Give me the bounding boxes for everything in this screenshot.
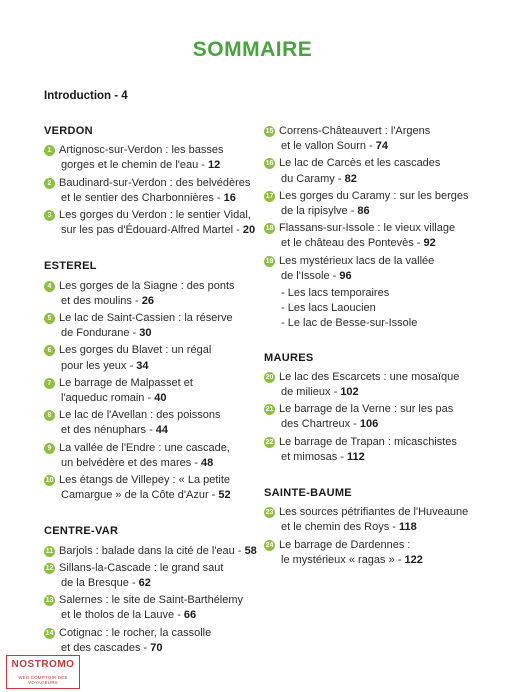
entry-title-line: Artignosc-sur-Verdon : les basses (59, 144, 224, 157)
entry-title-line: et des moulins (61, 294, 132, 307)
entry-page-number: 12 (208, 159, 221, 172)
toc-entry[interactable]: 10 Les étangs de Villepey : « La petite Camargue » de la Côte d'Azur - 52 (45, 474, 231, 502)
entry-page-number: 30 (139, 327, 152, 340)
entries-centre-var-left (44, 544, 259, 656)
entry-number-badge: 24 (265, 541, 274, 549)
entry-title-line: de la ripisylve (281, 205, 348, 218)
entry-title-line: Baudinard-sur-Verdon : des belvédères (59, 176, 251, 189)
entry-page-number: 52 (218, 489, 231, 502)
entry-title-line: Les gorges du Verdon : le sentier Vidal, (59, 209, 251, 222)
entry-title-line: Le lac de Saint-Cassien : la réserve (59, 312, 233, 325)
sub-item-list (264, 286, 489, 332)
entry-title-line: La vallée de l'Endre : une cascade, (59, 441, 230, 454)
entry-number-badge: 13 (45, 597, 54, 605)
toc-sub-item[interactable]: - Les lacs temporaires (281, 287, 390, 300)
entry-title-line: Le lac de Carcès et les cascades (279, 157, 441, 170)
entry-page-number: 16 (223, 191, 236, 204)
entry-title-line: Le lac des Escarcets : une mosaïque (279, 370, 460, 383)
entry-number-badge: 5 (44, 313, 55, 324)
section-heading-sainte-baume: SAINTE-BAUME (264, 487, 352, 500)
entry-title-line: sur les pas d'Édouard-Alfred Martel (61, 224, 234, 237)
entry-page-number: 20 (242, 224, 256, 237)
entry-number-badge: 23 (265, 509, 274, 517)
entry-page-number: 70 (150, 641, 163, 654)
entries-centre-var-right (264, 124, 489, 284)
entry-page-number: 122 (404, 553, 423, 566)
entry-title-line: du Caramy (281, 172, 335, 185)
entries-sainte-baume (264, 505, 489, 568)
entries-verdon (44, 143, 259, 238)
toc-entry[interactable]: 11 Barjols : balade dans la cité de l'eau - 58 (45, 544, 257, 557)
toc-entry[interactable]: 21 Le barrage de la Verne : sur les pas des Chartreux - 106 (265, 403, 454, 431)
right-column (264, 124, 489, 570)
entry-title-line: et le tholos de la Lauve (61, 609, 175, 622)
toc-entry[interactable]: 4 Les gorges de la Siagne : des ponts et des moulins - 26 (44, 279, 259, 309)
entry-number-badge: 11 (45, 547, 54, 555)
entry-number-badge: 3 (44, 210, 55, 221)
entry-number-badge: 21 (265, 406, 274, 414)
entry-page-number: 40 (154, 392, 167, 405)
nostromo-stamp-logo (6, 655, 80, 689)
entry-page-number: 118 (399, 521, 417, 534)
entry-title-line: pour les yeux (61, 359, 127, 372)
toc-entry[interactable]: 8 Le lac de l'Avellan : des poissons et des nénuphars - 44 (44, 408, 259, 438)
entry-title-line: Cotignac : le rocher, la cassolle (59, 626, 212, 639)
entry-number-badge: 20 (265, 373, 274, 381)
entry-title-line: et le sentier des Charbonnières (61, 191, 214, 204)
stamp-tagline: WEB COMPTOIR DES VOYAGEURS (18, 675, 68, 685)
entry-number-badge: 10 (45, 477, 54, 485)
toc-entry[interactable]: 13 Salernes : le site de Saint-Barthélemy et le tholos de la Lauve - 66 (45, 594, 244, 622)
entry-number-badge: 2 (44, 178, 55, 189)
entry-page-number: 48 (201, 456, 214, 469)
entry-title-line: Les gorges du Blavet : un régal (59, 344, 212, 357)
entry-number-badge: 17 (265, 192, 274, 200)
entry-number-badge: 14 (45, 629, 54, 637)
intro-entry[interactable]: Introduction - 4 (44, 90, 128, 102)
entry-page-number: 86 (357, 205, 370, 218)
entry-title-line: et le château des Pontevès (281, 237, 414, 250)
entry-page-number: 112 (347, 450, 365, 463)
toc-entry[interactable]: 1 Artignosc-sur-Verdon : les basses gorges et le chemin de l'eau - 12 (44, 143, 259, 173)
entry-title-line: Le lac de l'Avellan : des poissons (59, 409, 221, 422)
entry-page-number: 58 (244, 544, 257, 557)
entry-title-line: Le barrage de la Verne : sur les pas (279, 403, 454, 416)
entry-page-number: 96 (339, 269, 352, 282)
section-heading-centre-var: CENTRE-VAR (44, 525, 119, 538)
entry-title-line: Les gorges de la Siagne : des ponts (59, 279, 235, 292)
entry-page-number: 44 (155, 424, 169, 437)
toc-entry[interactable]: 6 Les gorges du Blavet : un régal pour les yeux - 34 (44, 343, 259, 373)
entry-title-line: de la Bresque (61, 577, 129, 590)
entry-title-line: Sillans-la-Cascade : le grand saut (59, 561, 224, 574)
toc-entry[interactable]: 5 Le lac de Saint-Cassien : la réserve de Fondurane - 30 (44, 311, 259, 341)
toc-entry[interactable]: 22 Le barrage de Trapan : micaschistes et mimosas - 112 (265, 435, 457, 463)
toc-entry[interactable]: 9 La vallée de l'Endre : une cascade, un belvédère et des mares - 48 (44, 441, 259, 471)
entry-title-line: Les étangs de Villepey : « La petite (59, 474, 231, 487)
toc-entry[interactable]: 18 Flassans-sur-Issole : le vieux village et le château des Pontevès - 92 (265, 222, 456, 250)
toc-sub-item[interactable]: - Le lac de Besse-sur-Issole (281, 317, 418, 330)
entry-title-line: Salernes : le site de Saint-Barthélemy (59, 594, 244, 607)
toc-entry[interactable]: 14 Cotignac : le rocher, la cassolle et des cascades - 70 (45, 626, 212, 654)
entry-number-badge: 16 (265, 160, 274, 168)
stamp-name: NOSTROMO (11, 659, 75, 670)
entry-title-line: Flassans-sur-Issole : le vieux village (279, 222, 456, 235)
section-heading-verdon: VERDON (44, 125, 93, 137)
section-heading-maures: MAURES (264, 351, 314, 364)
entry-title-line: Le barrage de Malpasset et (59, 376, 193, 389)
entries-maures (264, 370, 489, 465)
entry-title-line: gorges et le chemin de l'eau (61, 159, 199, 172)
entry-number-badge: 19 (265, 257, 274, 265)
toc-entry[interactable]: 12 Sillans-la-Cascade : le grand saut de la Bresque - 62 (45, 561, 224, 590)
toc-entry[interactable]: 2 Baudinard-sur-Verdon : des belvédères et le sentier des Charbonnières - 16 (44, 176, 259, 206)
entry-page-number: 66 (183, 609, 197, 622)
entry-title-line: et des cascades (61, 641, 141, 654)
entry-title-line: le mystérieux « ragas » (281, 553, 395, 566)
entry-title-line: un belvédère et des mares (61, 456, 192, 469)
entry-page-number: 102 (340, 386, 359, 399)
entry-title-line: et le vallon Sourn (281, 140, 366, 153)
entry-title-line: et des nénuphars (61, 424, 147, 437)
entry-title-line: et le chemin des Roys (281, 521, 390, 534)
toc-entry[interactable]: 20 Le lac des Escarcets : une mosaïque de milieux - 102 (265, 370, 460, 399)
entry-page-number: 26 (141, 294, 154, 307)
page-title: SOMMAIRE (192, 38, 313, 61)
toc-entry[interactable]: 17 Les gorges du Caramy : sur les berges de la ripisylve - 86 (265, 189, 469, 218)
entry-page-number: 92 (423, 237, 436, 250)
entry-number-badge: 4 (44, 281, 55, 292)
entry-title-line: de milieux (281, 386, 331, 399)
entry-number-badge: 18 (265, 225, 274, 233)
entry-title-line: de l'Issole (281, 269, 330, 282)
entry-title-line: et mimosas (281, 450, 338, 463)
entry-number-badge: 7 (44, 378, 55, 389)
entry-number-badge: 22 (265, 438, 274, 446)
entry-page-number: 62 (138, 577, 151, 590)
left-column (44, 124, 259, 658)
entry-title-line: Le barrage de Dardennes : (279, 538, 411, 551)
entry-number-badge: 9 (44, 443, 55, 454)
entry-number-badge: 1 (44, 145, 55, 156)
entry-title-line: Barjols : balade dans la cité de l'eau (59, 544, 235, 557)
entry-page-number: 74 (375, 140, 389, 153)
toc-entry[interactable]: 15 Correns-Châteauvert : l'Argens et le vallon Sourn - 74 (265, 125, 431, 153)
entry-title-line: Correns-Châteauvert : l'Argens (279, 125, 431, 137)
toc-entry[interactable]: 3 Les gorges du Verdon : le sentier Vidal, sur les pas d'Édouard-Alfred Martel - 20 (44, 208, 259, 238)
entry-title-line: de Fondurane (61, 327, 130, 340)
entry-title-line: Les mystérieux lacs de la vallée (279, 254, 435, 267)
entry-page-number: 34 (136, 359, 149, 372)
toc-entry[interactable]: 19 Les mystérieux lacs de la vallée de l'Issole - 96 (265, 254, 435, 282)
toc-entry[interactable]: 23 Les sources pétrifiantes de l'Huveaune et le chemin des Roys - 118 (265, 506, 469, 534)
entries-esterel (44, 279, 259, 504)
toc-entry[interactable]: 16 Le lac de Carcès et les cascades du Caramy - 82 (265, 157, 441, 185)
toc-entry[interactable]: 7 Le barrage de Malpasset et l'aqueduc romain - 40 (44, 376, 259, 406)
section-heading-esterel: ESTEREL (44, 260, 97, 273)
toc-sub-item[interactable]: - Les lacs Laoucien (281, 302, 376, 315)
entry-page-number: 106 (359, 418, 379, 431)
entry-title-line: Les gorges du Caramy : sur les berges (279, 189, 469, 202)
entry-number-badge: 12 (45, 564, 54, 572)
entry-number-badge: 6 (44, 345, 55, 356)
entry-title-line: des Chartreux (281, 418, 351, 431)
entry-title-line: Les sources pétrifiantes de l'Huveaune (279, 506, 469, 519)
entry-title-line: Camargue » de la Côte d'Azur (61, 489, 209, 502)
entry-title-line: Le barrage de Trapan : micaschistes (279, 435, 457, 448)
entry-title-line: l'aqueduc romain (61, 392, 145, 405)
toc-entry[interactable]: 24 Le barrage de Dardennes : le mystérieux « ragas » - 122 (265, 538, 423, 566)
entry-number-badge: 8 (44, 410, 55, 421)
entry-page-number: 82 (344, 172, 357, 185)
entry-number-badge: 15 (265, 128, 274, 135)
